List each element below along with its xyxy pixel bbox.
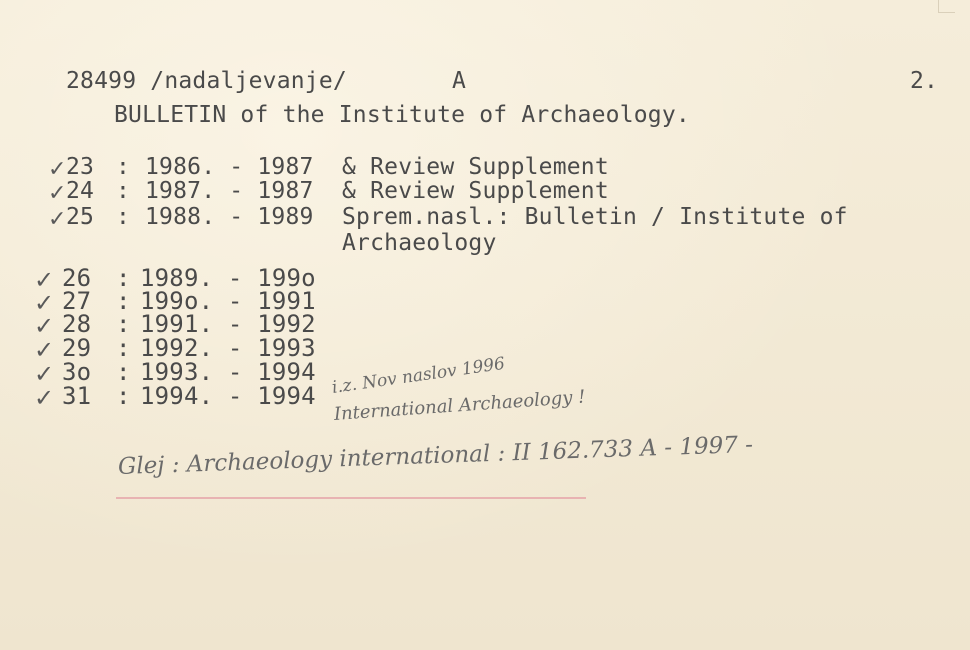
holding-sep: : — [116, 264, 131, 292]
holding-note-cont: Archaeology — [342, 230, 497, 256]
holding-sep: : — [116, 154, 131, 180]
corner-mark — [938, 0, 955, 13]
holding-years: 1992. - 1993 — [140, 334, 316, 362]
holding-sep: : — [116, 310, 131, 338]
holding-vol: 24 — [66, 178, 95, 204]
holding-years: 1993. - 1994 — [140, 358, 316, 386]
check-mark-icon: ✓ — [34, 289, 55, 317]
see-also-note: Glej : Archaeology international : II 162.733 A - 1997 - — [117, 431, 754, 480]
holding-years: 1988. - 1989 — [145, 204, 314, 230]
holding-years: 199o. - 1991 — [140, 287, 316, 315]
section-letter: A — [452, 68, 467, 94]
check-mark-icon: ✓ — [34, 266, 55, 294]
check-mark-icon: ✓ — [34, 336, 55, 364]
holding-vol: 29 — [62, 334, 92, 362]
underline-rule — [116, 497, 586, 499]
holding-years: 1991. - 1992 — [140, 310, 316, 338]
holding-years: 1994. - 1994 — [140, 382, 316, 410]
holding-vol: 31 — [62, 382, 92, 410]
holding-vol: 25 — [66, 204, 95, 230]
check-mark-icon: ✓ — [48, 181, 67, 206]
check-mark-icon: ✓ — [48, 207, 67, 232]
check-mark-icon: ✓ — [34, 384, 55, 412]
holding-sep: : — [116, 178, 131, 204]
holding-sep: : — [116, 204, 131, 230]
pencil-note-line-1: i.z. Nov naslov 1996 — [330, 353, 507, 398]
holding-years: 1989. - 199o — [140, 264, 316, 292]
holding-note: & Review Supplement — [342, 178, 609, 204]
holding-note: Sprem.nasl.: Bulletin / Institute of — [342, 204, 848, 230]
holding-vol: 26 — [62, 264, 92, 292]
pencil-note-line-2: International Archaeology ! — [333, 386, 587, 425]
page-number: 2. — [910, 68, 939, 94]
holding-years: 1986. - 1987 — [145, 154, 314, 180]
check-mark-icon: ✓ — [34, 360, 55, 388]
holding-vol: 28 — [62, 310, 92, 338]
check-mark-icon: ✓ — [34, 312, 55, 340]
holding-sep: : — [116, 334, 131, 362]
record-number: 28499 /nadaljevanje/ — [66, 68, 347, 94]
holding-years: 1987. - 1987 — [145, 178, 314, 204]
holding-vol: 23 — [66, 154, 95, 180]
holding-sep: : — [116, 382, 131, 410]
card-title: BULLETIN of the Institute of Archaeology. — [114, 102, 690, 128]
holding-vol: 3o — [62, 358, 92, 386]
holding-vol: 27 — [62, 287, 92, 315]
holding-sep: : — [116, 358, 131, 386]
holding-note: & Review Supplement — [342, 154, 609, 180]
check-mark-icon: ✓ — [48, 157, 67, 182]
holding-sep: : — [116, 287, 131, 315]
